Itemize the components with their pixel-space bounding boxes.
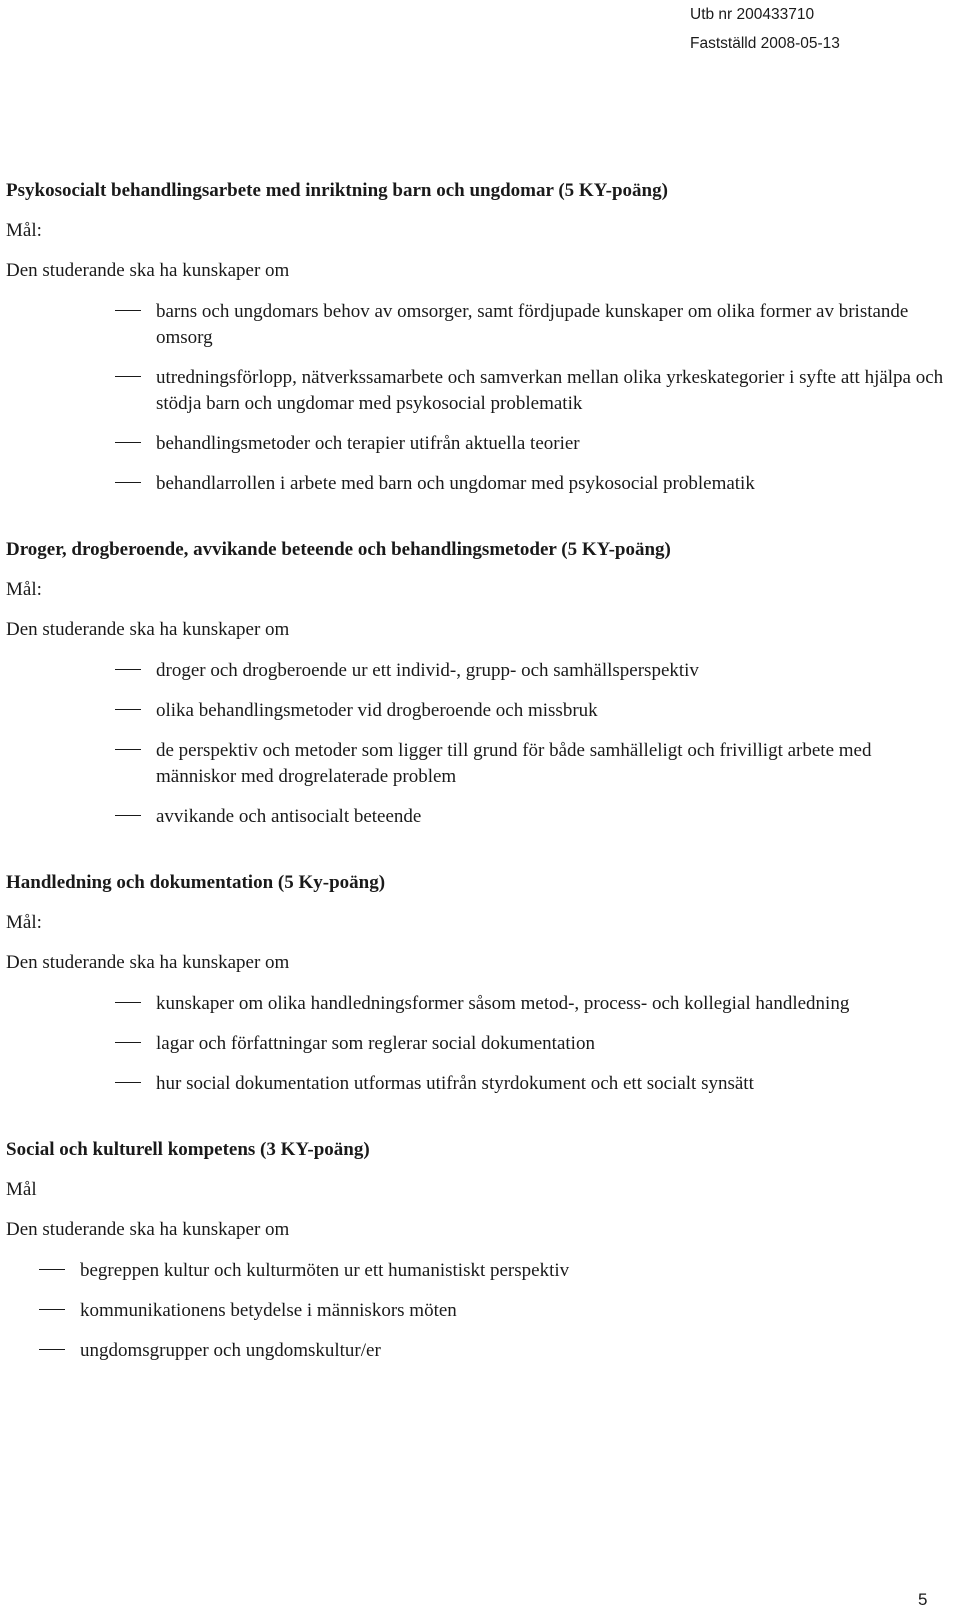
goal-intro: Den studerande ska ha kunskaper om [6, 1219, 290, 1240]
dash-bullet [39, 1269, 65, 1270]
faststalld-date: Fastställd 2008-05-13 [690, 35, 840, 52]
list-item: olika behandlingsmetoder vid drogberoende och missbruk [6, 698, 946, 724]
dash-bullet [115, 1042, 141, 1043]
section-handledning [6, 872, 946, 1097]
list-item: ungdomsgrupper och ungdomskultur/er [6, 1338, 946, 1364]
list-item: hur social dokumentation utformas utifrån styrdokument och ett socialt synsätt [6, 1071, 946, 1097]
goal-list [6, 991, 946, 1097]
goal-intro: Den studerande ska ha kunskaper om [6, 952, 290, 973]
dash-bullet [115, 442, 141, 443]
goal-intro: Den studerande ska ha kunskaper om [6, 619, 290, 640]
list-item: de perspektiv och metoder som ligger till grund för både samhälleligt och frivilligt arbete med människor med drogrelaterade problem [6, 738, 946, 790]
goal-list [6, 658, 946, 830]
list-item: avvikande och antisocialt beteende [6, 804, 946, 830]
list-item: droger och drogberoende ur ett individ-, grupp- och samhällsperspektiv [6, 658, 946, 684]
list-item: behandlingsmetoder och terapier utifrån aktuella teorier [6, 431, 946, 457]
dash-bullet [115, 709, 141, 710]
dash-bullet [115, 376, 141, 377]
utb-nr: Utb nr 200433710 [690, 6, 815, 23]
dash-bullet [115, 815, 141, 816]
dash-bullet [115, 669, 141, 670]
list-item: utredningsförlopp, nätverkssamarbete och samverkan mellan olika yrkeskategorier i syfte att hjälpa och stödja barn och ungdomar med psykosocial problematik [6, 365, 946, 417]
dash-bullet [115, 310, 141, 311]
goal-intro: Den studerande ska ha kunskaper om [6, 260, 290, 281]
list-item: begreppen kultur och kulturmöten ur ett humanistiskt perspektiv [6, 1258, 946, 1284]
section-social-kulturell [6, 1139, 946, 1364]
goal-list [6, 1258, 946, 1364]
document-body [6, 180, 946, 1406]
dash-bullet [115, 749, 141, 750]
list-item: kommunikationens betydelse i människors möten [6, 1298, 946, 1324]
page-number: 5 [918, 1590, 928, 1609]
page-header [690, 0, 950, 58]
list-item: behandlarrollen i arbete med barn och ungdomar med psykosocial problematik [6, 471, 946, 497]
goal-label: Mål [6, 1179, 37, 1200]
goal-label: Mål: [6, 912, 42, 933]
dash-bullet [39, 1309, 65, 1310]
goal-list [6, 299, 946, 497]
dash-bullet [115, 482, 141, 483]
section-title: Handledning och dokumentation (5 Ky-poäng) [6, 872, 386, 893]
goal-label: Mål: [6, 220, 42, 241]
section-droger [6, 539, 946, 830]
list-item: kunskaper om olika handledningsformer såsom metod-, process- och kollegial handledning [6, 991, 946, 1017]
section-title: Social och kulturell kompetens (3 KY-poäng) [6, 1139, 370, 1160]
list-item: barns och ungdomars behov av omsorger, samt fördjupade kunskaper om olika former av bristande omsorg [6, 299, 946, 351]
dash-bullet [115, 1082, 141, 1083]
section-title: Droger, drogberoende, avvikande beteende och behandlingsmetoder (5 KY-poäng) [6, 539, 671, 560]
section-title: Psykosocialt behandlingsarbete med inriktning barn och ungdomar (5 KY-poäng) [6, 180, 668, 201]
dash-bullet [39, 1349, 65, 1350]
section-psykosocialt [6, 180, 946, 497]
goal-label: Mål: [6, 579, 42, 600]
list-item: lagar och författningar som reglerar social dokumentation [6, 1031, 946, 1057]
dash-bullet [115, 1002, 141, 1003]
